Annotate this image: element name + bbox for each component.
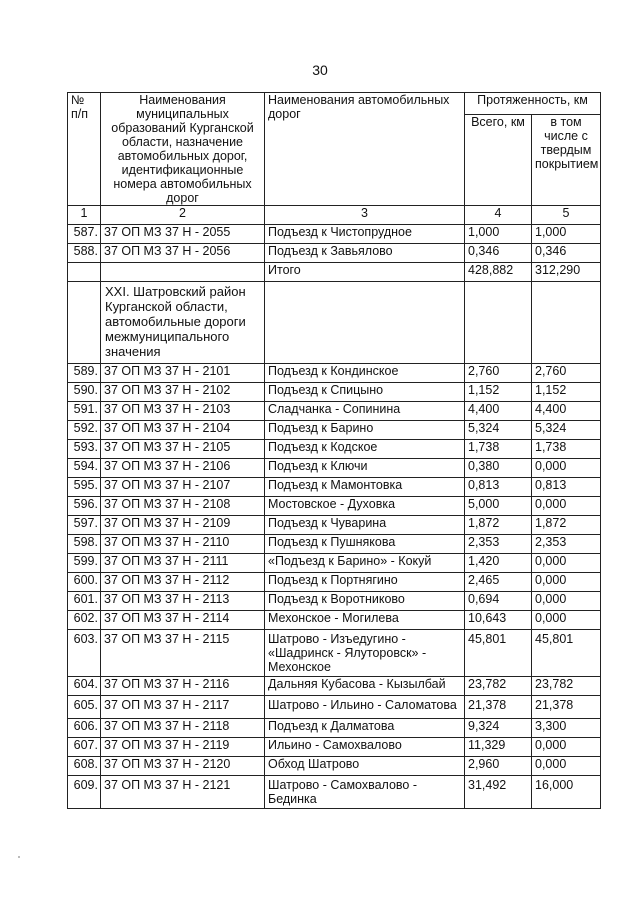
- length-hard: 0,000: [532, 757, 601, 776]
- road-id: 37 ОП МЗ 37 Н - 2115: [101, 630, 265, 677]
- road-id: 37 ОП МЗ 37 Н - 2106: [101, 459, 265, 478]
- header-length: Протяженность, км: [465, 93, 601, 115]
- roads-table: [67, 92, 601, 809]
- length-hard: 16,000: [532, 776, 601, 809]
- row-number: 592.: [68, 421, 101, 440]
- length-total: 4,400: [465, 402, 532, 421]
- table-row: [68, 497, 601, 516]
- table-row: [68, 611, 601, 630]
- road-name: Подъезд к Воротниково: [265, 592, 465, 611]
- length-hard: 2,353: [532, 535, 601, 554]
- row-number: 609.: [68, 776, 101, 809]
- row-number: 597.: [68, 516, 101, 535]
- column-number: 3: [265, 206, 465, 225]
- row-number: 600.: [68, 573, 101, 592]
- length-total: 11,329: [465, 738, 532, 757]
- table-row: [68, 459, 601, 478]
- length-total: 23,782: [465, 677, 532, 696]
- table-row: [68, 592, 601, 611]
- table-row: [68, 535, 601, 554]
- row-number: 601.: [68, 592, 101, 611]
- road-id: 37 ОП МЗ 37 Н - 2119: [101, 738, 265, 757]
- row-number: 599.: [68, 554, 101, 573]
- table-row: [68, 554, 601, 573]
- table-row: [68, 244, 601, 263]
- table-row: [68, 696, 601, 719]
- total-row: [68, 263, 601, 282]
- table-row: [68, 677, 601, 696]
- empty-cell: [265, 282, 465, 364]
- road-id: 37 ОП МЗ 37 Н - 2105: [101, 440, 265, 459]
- page-number: 30: [312, 62, 328, 78]
- length-total: 10,643: [465, 611, 532, 630]
- column-number: 5: [532, 206, 601, 225]
- length-hard: 0,000: [532, 554, 601, 573]
- length-total: 2,960: [465, 757, 532, 776]
- length-hard: 1,872: [532, 516, 601, 535]
- road-name: «Подъезд к Барино» - Кокуй: [265, 554, 465, 573]
- row-number: 596.: [68, 497, 101, 516]
- row-number: 598.: [68, 535, 101, 554]
- road-id: 37 ОП МЗ 37 Н - 2101: [101, 364, 265, 383]
- road-name: Мехонское - Могилева: [265, 611, 465, 630]
- row-number: 591.: [68, 402, 101, 421]
- column-number-row: [68, 206, 601, 225]
- road-id: 37 ОП МЗ 37 Н - 2103: [101, 402, 265, 421]
- row-number: 588.: [68, 244, 101, 263]
- road-id: 37 ОП МЗ 37 Н - 2118: [101, 719, 265, 738]
- length-total: 5,324: [465, 421, 532, 440]
- row-number: 607.: [68, 738, 101, 757]
- length-hard: 1,738: [532, 440, 601, 459]
- length-total: 1,872: [465, 516, 532, 535]
- length-total: 2,353: [465, 535, 532, 554]
- column-number: 4: [465, 206, 532, 225]
- road-name: Дальняя Кубасова - Кызылбай: [265, 677, 465, 696]
- table-row: [68, 383, 601, 402]
- length-total: 1,738: [465, 440, 532, 459]
- road-name: Подъезд к Далматова: [265, 719, 465, 738]
- length-total: 0,694: [465, 592, 532, 611]
- empty-cell: [101, 263, 265, 282]
- row-number: 593.: [68, 440, 101, 459]
- length-hard: 0,813: [532, 478, 601, 497]
- road-id: 37 ОП МЗ 37 Н - 2117: [101, 696, 265, 719]
- road-name: Подъезд к Ключи: [265, 459, 465, 478]
- length-hard: 0,000: [532, 573, 601, 592]
- road-name: Подъезд к Чуварина: [265, 516, 465, 535]
- empty-cell: [532, 282, 601, 364]
- road-id: 37 ОП МЗ 37 Н - 2055: [101, 225, 265, 244]
- road-id: 37 ОП МЗ 37 Н - 2121: [101, 776, 265, 809]
- length-total: 0,380: [465, 459, 532, 478]
- length-total: 45,801: [465, 630, 532, 677]
- header-road-name: Наименования автомобильных дорог: [265, 93, 465, 206]
- road-name: Подъезд к Мамонтовка: [265, 478, 465, 497]
- length-hard: 3,300: [532, 719, 601, 738]
- length-hard: 0,000: [532, 592, 601, 611]
- road-name: Мостовское - Духовка: [265, 497, 465, 516]
- road-name: Подъезд к Пушнякова: [265, 535, 465, 554]
- length-total: 1,152: [465, 383, 532, 402]
- length-hard: 2,760: [532, 364, 601, 383]
- road-id: 37 ОП МЗ 37 Н - 2109: [101, 516, 265, 535]
- table-row: [68, 421, 601, 440]
- road-name: Подъезд к Барино: [265, 421, 465, 440]
- section-row: [68, 282, 601, 364]
- length-hard: 5,324: [532, 421, 601, 440]
- road-name: Подъезд к Портнягино: [265, 573, 465, 592]
- row-number: 590.: [68, 383, 101, 402]
- length-hard: 0,000: [532, 738, 601, 757]
- row-number: 603.: [68, 630, 101, 677]
- length-hard: 0,000: [532, 459, 601, 478]
- header-row: [68, 93, 601, 115]
- row-number: 589.: [68, 364, 101, 383]
- header-number: № п/п: [68, 93, 101, 206]
- length-hard: 4,400: [532, 402, 601, 421]
- road-name: Подъезд к Чистопрудное: [265, 225, 465, 244]
- length-total: 31,492: [465, 776, 532, 809]
- row-number: 605.: [68, 696, 101, 719]
- length-hard: 1,000: [532, 225, 601, 244]
- road-name: Шатрово - Ильино - Саломатова: [265, 696, 465, 719]
- road-id: 37 ОП МЗ 37 Н - 2114: [101, 611, 265, 630]
- road-id: 37 ОП МЗ 37 Н - 2107: [101, 478, 265, 497]
- empty-cell: [68, 263, 101, 282]
- table-row: [68, 776, 601, 809]
- header-total-km: Всего, км: [465, 115, 532, 206]
- header-hard-surface: в том числе с твердым покрытием: [532, 115, 601, 206]
- length-hard: 1,152: [532, 383, 601, 402]
- table-row: [68, 516, 601, 535]
- road-id: 37 ОП МЗ 37 Н - 2104: [101, 421, 265, 440]
- road-id: 37 ОП МЗ 37 Н - 2113: [101, 592, 265, 611]
- total-length: 428,882: [465, 263, 532, 282]
- road-name: Подъезд к Кодское: [265, 440, 465, 459]
- row-number: 604.: [68, 677, 101, 696]
- table-row: [68, 757, 601, 776]
- road-name: Шатрово - Изъедугино - «Шадринск - Ялуторовск» - Мехонское: [265, 630, 465, 677]
- length-total: 9,324: [465, 719, 532, 738]
- length-hard: 21,378: [532, 696, 601, 719]
- table-row: [68, 364, 601, 383]
- road-name: Подъезд к Завьялово: [265, 244, 465, 263]
- length-hard: 0,000: [532, 611, 601, 630]
- length-total: 2,465: [465, 573, 532, 592]
- length-hard: 0,346: [532, 244, 601, 263]
- road-id: 37 ОП МЗ 37 Н - 2120: [101, 757, 265, 776]
- header-municipality: Наименования муниципальных образований Курганской области, назначение автомобильных дорог, идентификационные номера автомобильных дорог: [101, 93, 265, 206]
- length-total: 1,000: [465, 225, 532, 244]
- total-hard: 312,290: [532, 263, 601, 282]
- length-hard: 23,782: [532, 677, 601, 696]
- scan-speck: [18, 856, 20, 858]
- row-number: 595.: [68, 478, 101, 497]
- table-row: [68, 478, 601, 497]
- row-number: 594.: [68, 459, 101, 478]
- road-id: 37 ОП МЗ 37 Н - 2116: [101, 677, 265, 696]
- length-hard: 0,000: [532, 497, 601, 516]
- road-name: Ильино - Самохвалово: [265, 738, 465, 757]
- road-id: 37 ОП МЗ 37 Н - 2111: [101, 554, 265, 573]
- road-id: 37 ОП МЗ 37 Н - 2108: [101, 497, 265, 516]
- length-total: 21,378: [465, 696, 532, 719]
- road-id: 37 ОП МЗ 37 Н - 2112: [101, 573, 265, 592]
- row-number: 602.: [68, 611, 101, 630]
- table-row: [68, 738, 601, 757]
- road-name: Подъезд к Кондинское: [265, 364, 465, 383]
- length-total: 5,000: [465, 497, 532, 516]
- row-number: 606.: [68, 719, 101, 738]
- road-name: Сладчанка - Сопинина: [265, 402, 465, 421]
- length-total: 1,420: [465, 554, 532, 573]
- empty-cell: [68, 282, 101, 364]
- length-total: 2,760: [465, 364, 532, 383]
- length-total: 0,813: [465, 478, 532, 497]
- length-total: 0,346: [465, 244, 532, 263]
- road-name: Шатрово - Самохвалово - Бединка: [265, 776, 465, 809]
- section-title: XXI. Шатровский район Курганской области, автомобильные дороги межмуниципального значения: [101, 282, 265, 364]
- road-name: Обход Шатрово: [265, 757, 465, 776]
- row-number: 608.: [68, 757, 101, 776]
- row-number: 587.: [68, 225, 101, 244]
- table-row: [68, 225, 601, 244]
- road-id: 37 ОП МЗ 37 Н - 2110: [101, 535, 265, 554]
- total-label: Итого: [265, 263, 465, 282]
- table-row: [68, 573, 601, 592]
- table-row: [68, 402, 601, 421]
- road-name: Подъезд к Спицыно: [265, 383, 465, 402]
- road-id: 37 ОП МЗ 37 Н - 2102: [101, 383, 265, 402]
- column-number: 2: [101, 206, 265, 225]
- length-hard: 45,801: [532, 630, 601, 677]
- table-row: [68, 440, 601, 459]
- road-id: 37 ОП МЗ 37 Н - 2056: [101, 244, 265, 263]
- column-number: 1: [68, 206, 101, 225]
- table-row: [68, 630, 601, 677]
- table-row: [68, 719, 601, 738]
- empty-cell: [465, 282, 532, 364]
